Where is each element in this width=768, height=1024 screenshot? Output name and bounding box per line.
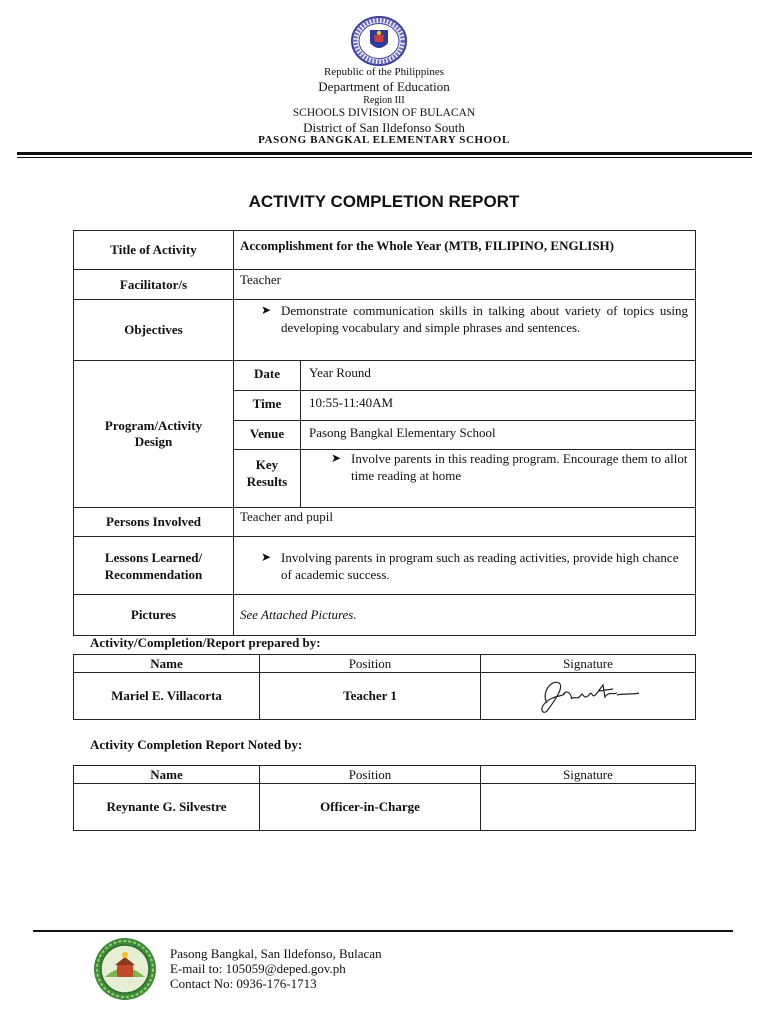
lessons-label-cell [74,537,234,595]
prepared-signature-cell [481,673,696,720]
row-persons [74,508,696,537]
noted-position: Officer-in-Charge [260,784,481,831]
key-results-label-cell [234,449,301,507]
key-label-line1: Key [255,456,279,472]
persons-value: Teacher and pupil [234,508,696,537]
pictures-label: Pictures [74,595,234,636]
district-text: District of San Ildefonso South [303,120,465,135]
prepared-position: Teacher 1 [260,673,481,720]
noted-by-label: Activity Completion Report Noted by: [90,737,303,752]
noted-name: Reynante G. Silvestre [74,784,260,831]
key-label-line2: Results [246,473,288,489]
title-value: Accomplishment for the Whole Year (MTB, FILIPINO, ENGLISH) [234,231,696,270]
noted-col-signature: Signature [481,766,696,784]
prepared-col-name: Name [74,655,260,673]
deped-seal-icon [350,15,408,67]
report-table [73,230,696,636]
noted-by-table [73,765,696,831]
header-rule-thick [17,152,752,155]
design-label-line2: Design [134,434,173,449]
row-pictures [74,595,696,636]
design-label-cell [74,361,234,508]
row-lessons [74,537,696,595]
time-label: Time [234,390,301,420]
school-logo-icon [91,937,159,1001]
design-cell [234,361,696,508]
arrow-bullet-icon: ➤ [331,450,342,465]
row-objectives [74,300,696,361]
header-rule-thin [17,157,752,158]
date-label: Date [234,361,301,390]
prepared-by-label: Activity/Completion/Report prepared by: [90,635,321,650]
page-title: ACTIVITY COMPLETION REPORT [248,192,520,211]
prepared-col-signature: Signature [481,655,696,673]
arrow-bullet-icon: ➤ [261,550,272,564]
design-label-line1: Program/Activity [104,418,203,433]
objectives-value: Demonstrate communication skills in talking about variety of topics using developing vocabulary and simple phrases and sentences. [281,303,688,335]
prepared-col-position: Position [260,655,481,673]
row-program-design [74,361,696,508]
republic-text: Republic of the Philippines [323,66,445,78]
noted-col-name: Name [74,766,260,784]
design-subtable [234,361,695,507]
venue-label: Venue [234,420,301,449]
venue-value: Pasong Bangkal Elementary School [301,420,696,449]
footer-email: E-mail to: 105059@deped.gov.ph [170,961,346,976]
footer-contact: Contact No: 0936-176-1713 [170,976,317,991]
pictures-value: See Attached Pictures. [234,595,696,636]
division-text: SCHOOLS DIVISION OF BULACAN [292,107,476,119]
time-value: 10:55-11:40AM [301,390,696,420]
persons-label: Persons Involved [74,508,234,537]
region-text: Region III [363,95,405,106]
objectives-label: Objectives [74,300,234,361]
date-value: Year Round [301,361,696,390]
noted-col-position: Position [260,766,481,784]
arrow-bullet-icon: ➤ [261,303,272,317]
prepared-by-table [73,654,696,720]
noted-signature-cell [481,784,696,831]
footer-rule [33,930,733,932]
facilitator-label: Facilitator/s [74,270,234,300]
lessons-cell [234,537,696,595]
row-title-of-activity [74,231,696,270]
lessons-value: Involving parents in program such as reading activities, provide high chance of academic success. [281,550,679,582]
department-text: Department of Education [318,79,450,94]
school-name: PASONG BANGKAL ELEMENTARY SCHOOL [258,134,510,146]
prepared-name: Mariel E. Villacorta [74,673,260,720]
objectives-cell [234,300,696,361]
footer-address: Pasong Bangkal, San Ildefonso, Bulacan [170,946,382,961]
key-results-value: Involve parents in this reading program. Encourage them to allot time reading at home [351,450,688,483]
title-label: Title of Activity [74,231,234,270]
lessons-label-line2: Recommendation [104,566,203,582]
row-facilitator [74,270,696,300]
handwritten-signature-icon [533,673,643,715]
lessons-label-line1: Lessons Learned/ [104,549,203,565]
key-results-cell [301,449,696,507]
facilitator-value: Teacher [234,270,696,300]
